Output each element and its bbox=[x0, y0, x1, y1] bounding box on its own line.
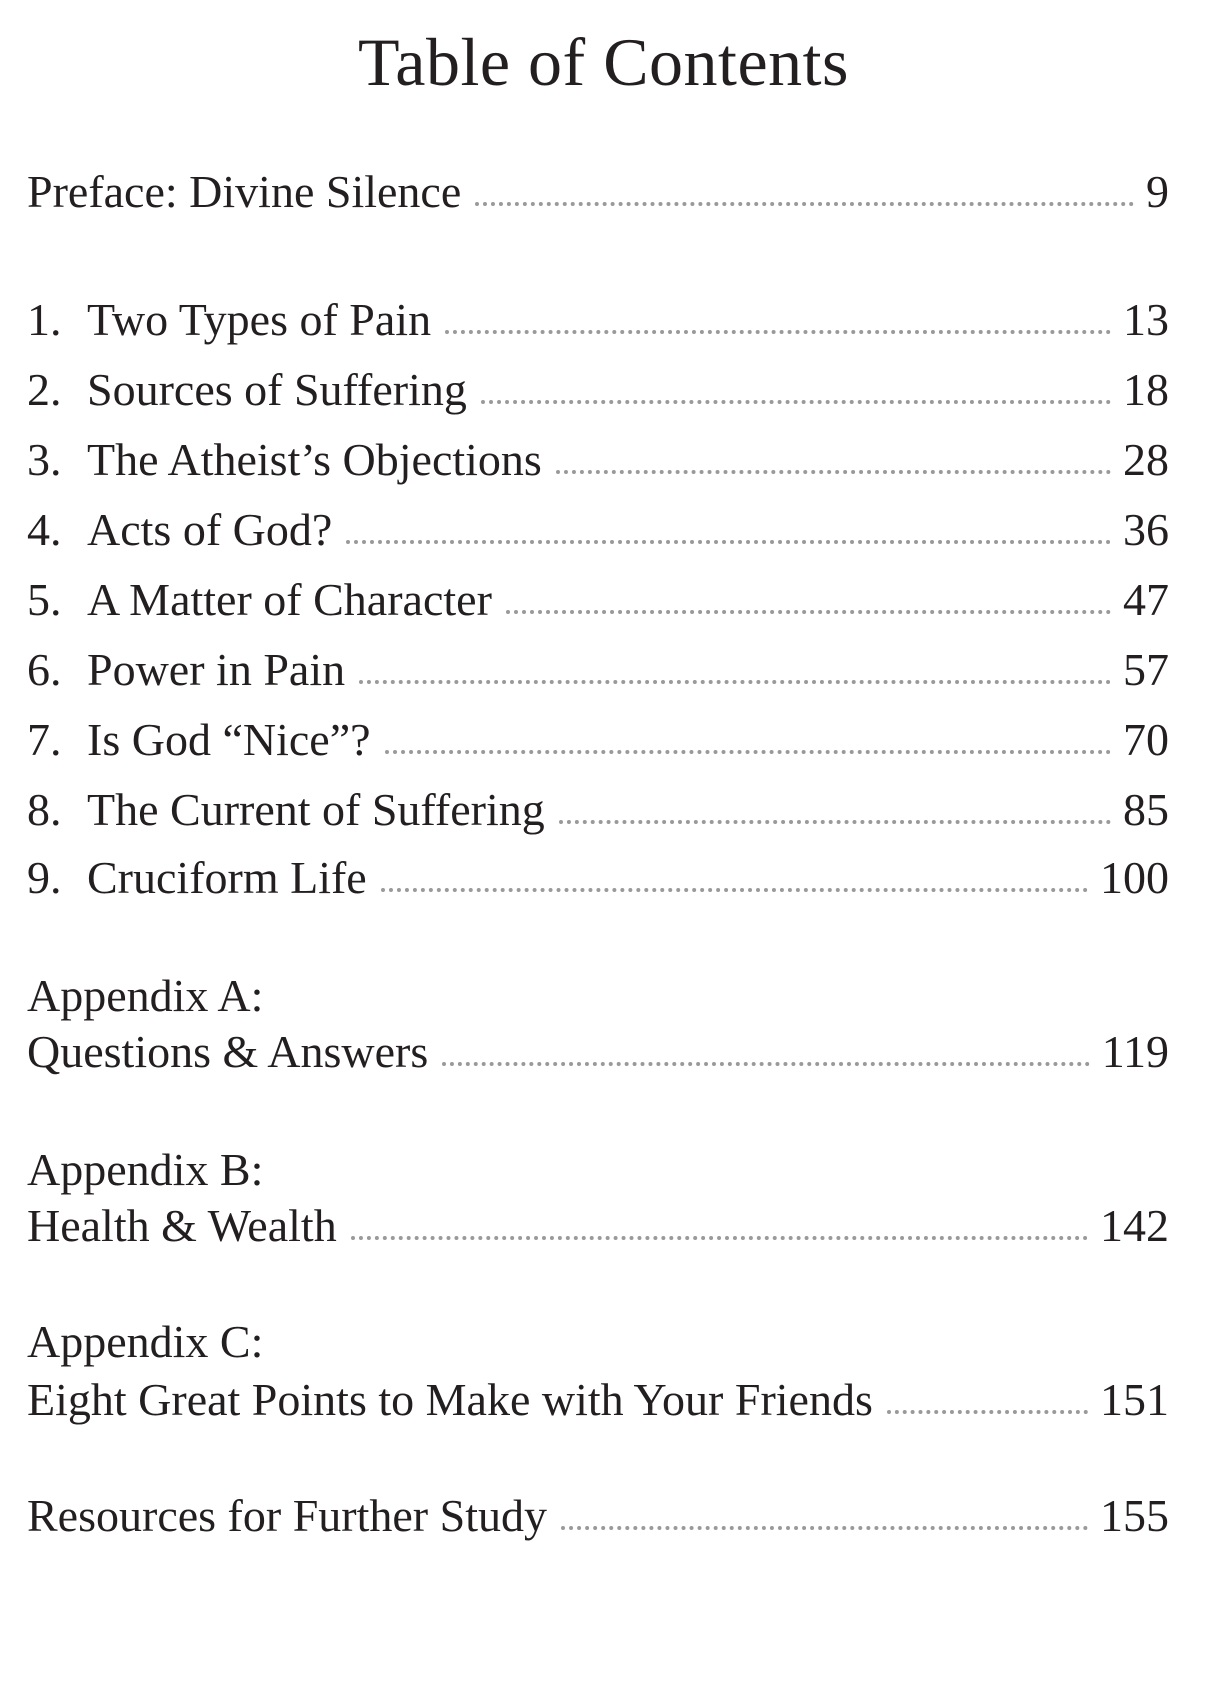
toc-entry-chapter-9[interactable] bbox=[27, 848, 1169, 908]
toc-entry-label: A Matter of Character bbox=[87, 574, 492, 625]
chapter-number: 5. bbox=[27, 574, 62, 625]
toc-entry-appendix-a[interactable] bbox=[27, 1022, 1169, 1082]
dot-leader bbox=[887, 1410, 1088, 1414]
toc-entry-chapter-3[interactable] bbox=[27, 430, 1169, 490]
toc-page-number: 18 bbox=[1123, 364, 1169, 415]
toc-page-number: 155 bbox=[1100, 1490, 1169, 1541]
toc-entry-label: Is God “Nice”? bbox=[87, 714, 371, 765]
toc-page-number: 100 bbox=[1100, 852, 1169, 903]
dot-leader bbox=[442, 1062, 1089, 1066]
toc-entry-chapter-8[interactable] bbox=[27, 780, 1169, 840]
chapter-number: 2. bbox=[27, 364, 62, 415]
dot-leader bbox=[381, 888, 1088, 892]
toc-page-number: 70 bbox=[1123, 714, 1169, 765]
dot-leader bbox=[559, 820, 1111, 824]
chapter-number: 1. bbox=[27, 294, 62, 345]
toc-entry-chapter-1[interactable] bbox=[27, 290, 1169, 350]
dot-leader bbox=[445, 330, 1111, 334]
chapter-number: 7. bbox=[27, 714, 62, 765]
toc-entry-chapter-7[interactable] bbox=[27, 710, 1169, 770]
chapter-number: 4. bbox=[27, 504, 62, 555]
toc-entry-chapter-2[interactable] bbox=[27, 360, 1169, 420]
toc-page-number: 151 bbox=[1100, 1374, 1169, 1425]
toc-entry-label: Acts of God? bbox=[87, 504, 333, 555]
toc-entry-label: Power in Pain bbox=[87, 644, 346, 695]
dot-leader bbox=[385, 750, 1111, 754]
dot-leader bbox=[346, 540, 1111, 544]
toc-entry-label: Two Types of Pain bbox=[87, 294, 432, 345]
toc-page-number: 57 bbox=[1123, 644, 1169, 695]
toc-page-number: 47 bbox=[1123, 574, 1169, 625]
toc-entry-preface[interactable] bbox=[27, 162, 1169, 222]
toc-entry-label: Health & Wealth bbox=[27, 1200, 337, 1251]
chapter-number: 6. bbox=[27, 644, 62, 695]
toc-entry-chapter-5[interactable] bbox=[27, 570, 1169, 630]
toc-page-number: 36 bbox=[1123, 504, 1169, 555]
appendix-c-heading: Appendix C: bbox=[27, 1316, 264, 1367]
toc-entry-label: Preface: Divine Silence bbox=[27, 166, 462, 217]
appendix-b-heading: Appendix B: bbox=[27, 1144, 264, 1195]
toc-page-number: 142 bbox=[1100, 1200, 1169, 1251]
dot-leader bbox=[351, 1236, 1088, 1240]
toc-page-number: 9 bbox=[1146, 166, 1169, 217]
dot-leader bbox=[561, 1526, 1088, 1530]
toc-entry-appendix-b[interactable] bbox=[27, 1196, 1169, 1256]
dot-leader bbox=[481, 400, 1111, 404]
toc-entry-chapter-4[interactable] bbox=[27, 500, 1169, 560]
toc-page-number: 85 bbox=[1123, 784, 1169, 835]
toc-entry-label: Questions & Answers bbox=[27, 1026, 429, 1077]
chapter-number: 9. bbox=[27, 852, 62, 903]
dot-leader bbox=[475, 202, 1134, 206]
page-title: Table of Contents bbox=[358, 24, 849, 100]
toc-entry-label: The Atheist’s Objections bbox=[87, 434, 542, 485]
chapter-number: 3. bbox=[27, 434, 62, 485]
toc-page-number: 13 bbox=[1123, 294, 1169, 345]
toc-entry-label: Cruciform Life bbox=[87, 852, 367, 903]
chapter-number: 8. bbox=[27, 784, 62, 835]
toc-entry-resources[interactable] bbox=[27, 1486, 1169, 1546]
toc-entry-label: The Current of Suffering bbox=[87, 784, 545, 835]
dot-leader bbox=[359, 680, 1111, 684]
toc-entry-chapter-6[interactable] bbox=[27, 640, 1169, 700]
dot-leader bbox=[506, 610, 1111, 614]
appendix-a-heading: Appendix A: bbox=[27, 970, 264, 1021]
toc-entry-appendix-c[interactable] bbox=[27, 1370, 1169, 1430]
toc-entry-label: Eight Great Points to Make with Your Friends bbox=[27, 1374, 873, 1425]
dot-leader bbox=[556, 470, 1111, 474]
toc-page-number: 119 bbox=[1101, 1026, 1169, 1077]
toc-page-number: 28 bbox=[1123, 434, 1169, 485]
toc-entry-label: Sources of Suffering bbox=[87, 364, 467, 415]
toc-entry-label: Resources for Further Study bbox=[27, 1490, 547, 1541]
